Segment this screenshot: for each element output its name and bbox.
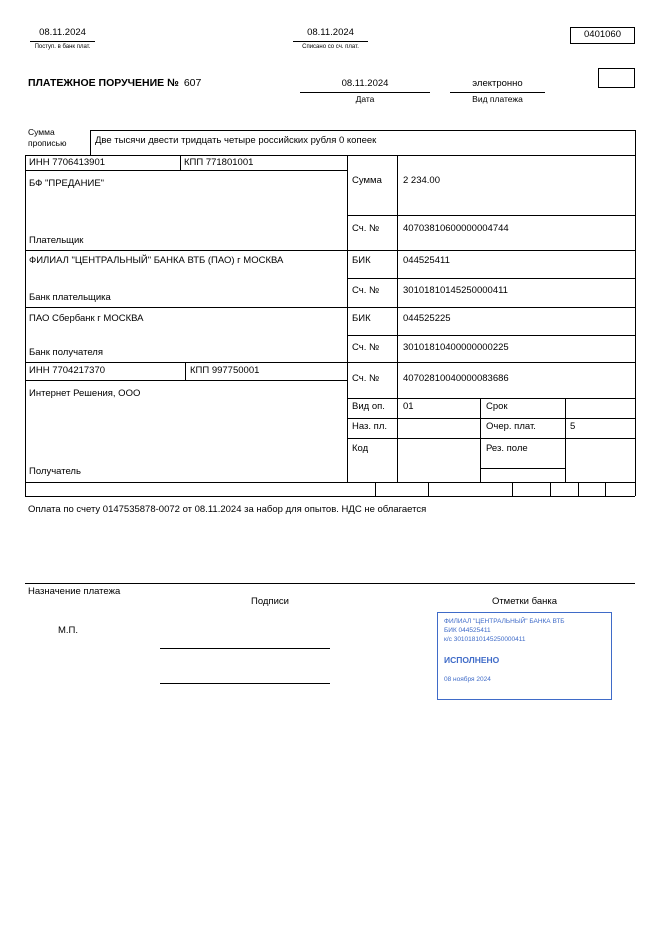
divider <box>25 482 635 483</box>
divider <box>397 155 398 482</box>
divider <box>635 130 636 496</box>
payee-kpp: КПП 997750001 <box>190 365 260 376</box>
amount-label: Сумма <box>352 175 382 186</box>
payee-bank-bik-label: БИК <box>352 313 371 324</box>
payee-bank-account-label: Сч. № <box>352 342 380 353</box>
signature-line-2 <box>160 683 330 684</box>
document-date-label: Дата <box>355 94 375 104</box>
amount-value: 2 234.00 <box>403 175 440 186</box>
payer-bank-account: 30101810145250000411 <box>403 285 508 296</box>
payer-account-label: Сч. № <box>352 223 380 234</box>
payment-purpose-label: Назначение платежа <box>28 586 121 597</box>
divider <box>347 278 635 279</box>
payee-bank-account: 30101810400000000225 <box>403 342 509 353</box>
divider <box>25 170 347 171</box>
payee-bank-name: ПАО Сбербанк г МОСКВА <box>29 313 144 324</box>
divider <box>25 307 635 308</box>
divider <box>375 482 376 496</box>
divider <box>605 482 606 496</box>
priority-label: Очер. плат. <box>486 421 536 432</box>
field-underline <box>450 92 545 93</box>
divider <box>25 380 347 381</box>
date-received-caption: Поступ. в банк плат. <box>34 44 91 50</box>
divider <box>565 398 566 482</box>
payee-inn: ИНН 7704217370 <box>29 365 106 376</box>
date-debited: 08.11.2024 <box>307 27 354 38</box>
amount-words-label-1: Сумма <box>28 127 55 137</box>
code-label: Код <box>352 443 369 454</box>
payer-bank-bik-label: БИК <box>352 255 371 266</box>
op-kind-value: 01 <box>403 401 414 412</box>
term-label: Срок <box>486 401 508 412</box>
divider <box>25 250 635 251</box>
payer-inn: ИНН 7706413901 <box>29 157 106 168</box>
divider <box>512 482 513 496</box>
bank-stamp-date: 08 ноября 2024 <box>444 676 491 684</box>
divider <box>25 155 635 156</box>
payment-kind: электронно <box>472 78 523 89</box>
divider <box>185 362 186 380</box>
divider <box>480 468 565 469</box>
divider <box>550 482 551 496</box>
document-number: 607 <box>183 77 202 89</box>
divider <box>347 438 635 439</box>
divider <box>180 155 181 170</box>
payment-purpose-text: Оплата по счету 0147535878-0072 от 08.11.2024 за набор для опытов. НДС не облагается <box>28 504 427 515</box>
divider <box>90 130 91 155</box>
payee-label: Получатель <box>29 466 81 477</box>
payer-label: Плательщик <box>29 235 84 246</box>
bank-stamp-line-2: БИК 044525411 <box>444 627 491 635</box>
divider <box>480 398 481 482</box>
date-debited-caption: Списано со сч. плат. <box>302 44 359 50</box>
divider <box>25 496 635 497</box>
divider <box>25 155 26 496</box>
priority-value: 5 <box>570 421 576 432</box>
payee-account: 40702810040000083686 <box>403 373 509 384</box>
bank-marks-title: Отметки банка <box>491 596 558 607</box>
divider <box>347 215 635 216</box>
payer-account: 40703810600000004744 <box>403 223 509 234</box>
purpose-code-label: Наз. пл. <box>352 421 387 432</box>
divider <box>347 335 635 336</box>
amount-words-label-2: прописью <box>28 138 67 148</box>
signatures-title: Подписи <box>251 596 289 607</box>
field-underline <box>30 41 95 42</box>
bank-stamp <box>437 612 612 700</box>
divider <box>347 398 635 399</box>
payee-name: Интернет Решения, ООО <box>29 388 141 399</box>
payee-bank-bik: 044525225 <box>403 313 451 324</box>
payer-bank-name: ФИЛИАЛ "ЦЕНТРАЛЬНЫЙ" БАНКА ВТБ (ПАО) г МОСКВА <box>29 255 284 266</box>
payer-kpp: КПП 771801001 <box>184 157 254 168</box>
bank-stamp-line-1: ФИЛИАЛ "ЦЕНТРАЛЬНЫЙ" БАНКА ВТБ <box>444 618 565 625</box>
payer-bank-account-label: Сч. № <box>352 285 380 296</box>
payer-name: БФ "ПРЕДАНИЕ" <box>29 178 105 189</box>
field-underline <box>300 92 430 93</box>
document-title-label: ПЛАТЕЖНОЕ ПОРУЧЕНИЕ № <box>28 77 179 89</box>
divider <box>25 583 635 584</box>
divider <box>25 362 635 363</box>
divider <box>90 130 635 131</box>
payer-bank-bik: 044525411 <box>403 255 450 266</box>
document-date: 08.11.2024 <box>341 78 389 89</box>
signature-line-1 <box>160 648 330 649</box>
payment-kind-label: Вид платежа <box>472 94 523 104</box>
field-underline <box>293 41 368 42</box>
bank-stamp-line-3: к/с 30101810145250000411 <box>444 636 526 644</box>
payee-bank-label: Банк получателя <box>29 347 103 358</box>
bank-stamp-status: ИСПОЛНЕНО <box>444 655 500 666</box>
date-received: 08.11.2024 <box>39 27 86 38</box>
form-code-box <box>570 27 635 44</box>
divider <box>578 482 579 496</box>
document-title <box>28 77 201 89</box>
divider <box>347 418 635 419</box>
payee-account-label: Сч. № <box>352 373 380 384</box>
divider <box>347 155 348 482</box>
empty-field-box <box>598 68 635 88</box>
payer-bank-label: Банк плательщика <box>29 292 111 303</box>
amount-in-words: Две тысячи двести тридцать четыре российских рубля 0 копеек <box>95 135 377 146</box>
op-kind-label: Вид оп. <box>352 401 385 412</box>
form-code: 0401060 <box>584 29 621 40</box>
reserve-field-label: Рез. поле <box>486 443 528 454</box>
divider <box>428 482 429 496</box>
stamp-place-label: М.П. <box>58 625 79 636</box>
